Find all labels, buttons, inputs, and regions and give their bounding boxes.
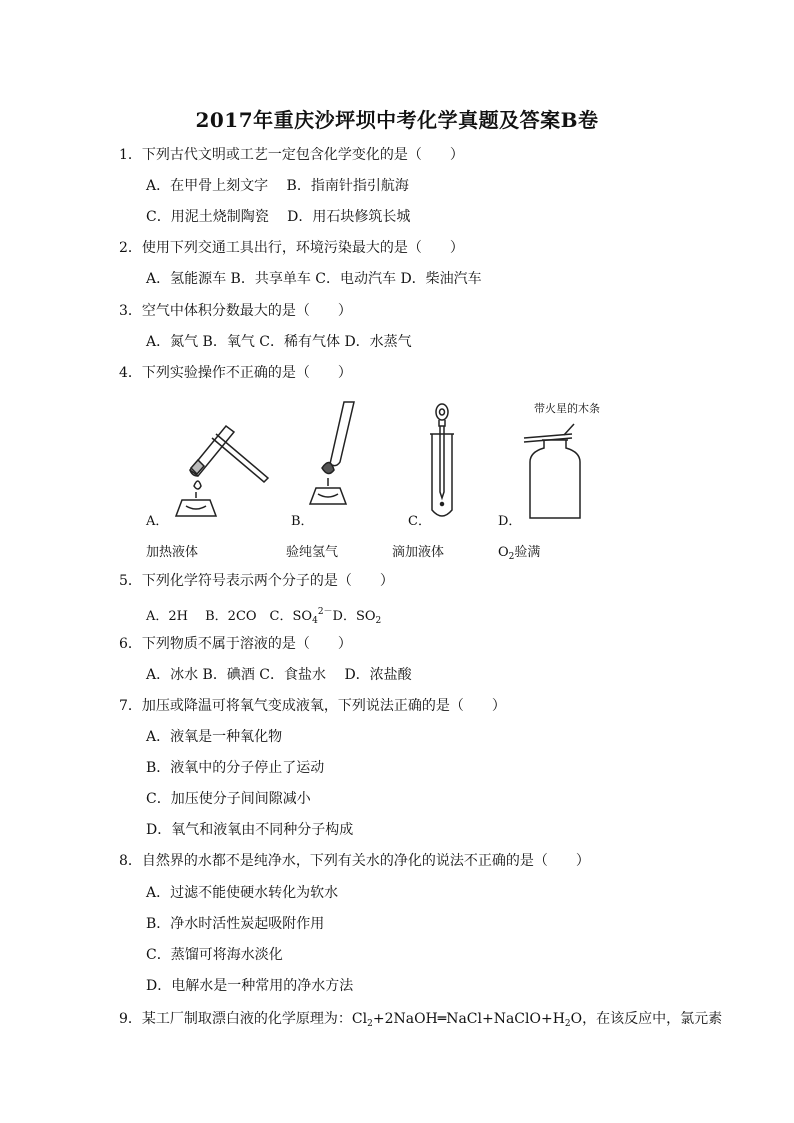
question-6-stem: 6．下列物质不属于溶液的是（ ）: [119, 636, 352, 652]
figure-a-letter: A．: [146, 514, 169, 529]
question-8-option-b: B．净水时活性炭起吸附作用: [146, 916, 325, 932]
question-4-stem: 4．下列实验操作不正确的是（ ）: [119, 365, 352, 381]
question-7-option-d: D．氧气和液氧由不同种分子构成: [146, 822, 354, 838]
question-2-options: A．氢能源车 B．共享单车 C．电动汽车 D．柴油汽车: [146, 271, 482, 287]
question-9-stem: 9．某工厂制取漂白液的化学原理为：$Cl_2+2NaOH═NaCl+NaClO+H_2O$，在该反应中，氯元素: [119, 1011, 723, 1029]
question-1-stem: 1．下列古代文明或工艺一定包含化学变化的是（ ）: [119, 147, 464, 163]
question-2-stem: 2．使用下列交通工具出行，环境污染最大的是（ ）: [119, 240, 464, 256]
figure-d-letter: D．: [498, 514, 522, 529]
question-8-option-d: D．电解水是一种常用的净水方法: [146, 978, 354, 994]
question-3-stem: 3．空气中体积分数最大的是（ ）: [119, 303, 352, 319]
question-7-option-a: A．液氧是一种氧化物: [146, 729, 283, 745]
figure-b-caption: 验纯氢气: [286, 545, 339, 560]
figure-c-dropping-liquid: [422, 400, 462, 522]
question-8-stem: 8．自然界的水都不是纯净水，下列有关水的净化的说法不正确的是（ ）: [119, 853, 590, 869]
figure-d-caption: $O_2$验满: [498, 545, 541, 562]
figure-a-heating-liquid: [168, 412, 283, 522]
question-3-options: A．氮气 B．氧气 C．稀有气体 D．水蒸气: [146, 334, 412, 350]
figure-a-caption: 加热液体: [146, 545, 199, 560]
question-8-option-c: C．蒸馏可将海水淡化: [146, 947, 283, 963]
question-7-stem: 7．加压或降温可将氧气变成液氧，下列说法正确的是（ ）: [119, 698, 506, 714]
question-7-option-c: C．加压使分子间间隙减小: [146, 791, 311, 807]
question-8-option-a: A．过滤不能使硬水转化为软水: [146, 885, 339, 901]
figure-c-caption: 滴加液体: [392, 545, 445, 560]
question-1-options-ab: A．在甲骨上刻文字 B．指南针指引航海: [146, 178, 409, 194]
figure-c-letter: C．: [408, 514, 431, 529]
figure-b-letter: B．: [291, 514, 314, 529]
figure-d-oxygen-full-test: [520, 420, 590, 522]
figure-b-hydrogen-purity: [308, 398, 368, 522]
question-6-options: A．冰水 B．碘酒 C．食盐水 D．浓盐酸: [146, 667, 412, 683]
figure-d-annotation: 带火星的木条: [534, 402, 600, 415]
question-5-options: A．2H B．2CO C．$SO_4^{2-}D$．$SO_2$: [146, 607, 382, 626]
question-1-options-cd: C．用泥土烧制陶瓷 D．用石块修筑长城: [146, 209, 411, 225]
question-7-option-b: B．液氧中的分子停止了运动: [146, 760, 325, 776]
question-5-stem: 5．下列化学符号表示两个分子的是（ ）: [119, 573, 394, 589]
page-title: 2017年重庆沙坪坝中考化学真题及答案B卷: [195, 108, 599, 132]
